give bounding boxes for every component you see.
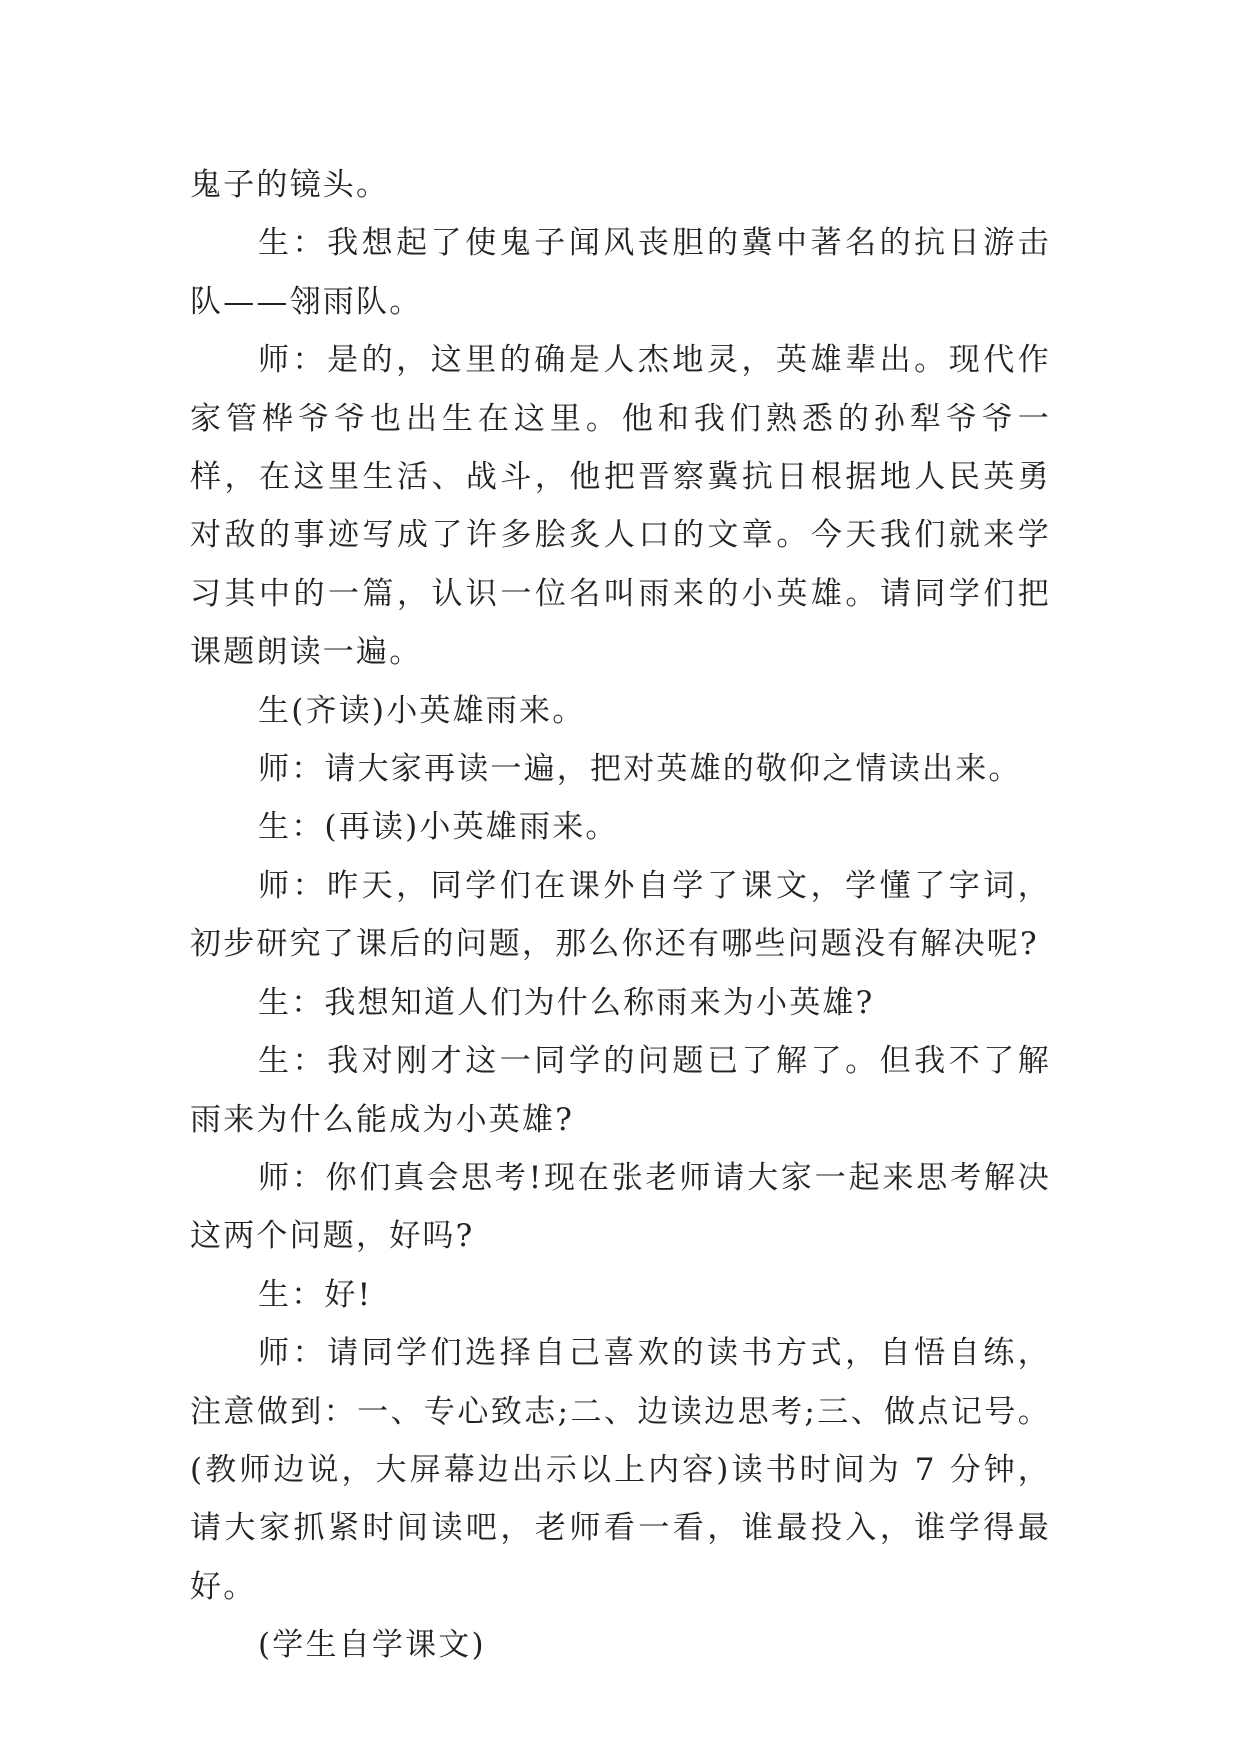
paragraph: 生：我想知道人们为什么称雨来为小英雄? xyxy=(258,984,875,1021)
paragraph: 鬼子的镜头。 xyxy=(190,167,390,203)
paragraph: 师：是的，这里的确是人杰地灵，英雄辈出。现代作家管桦爷爷也出生在这里。他和我们熟悉的孙犁爷爷一样，在这里生活、战斗，他把晋察冀抗日根据地人民英勇对敌的事迹写成了许多脍炙人口的文章。今天我们就来学习其中的一篇，认识一位名叫雨来的小英雄。请同学们把课题朗读一遍。 xyxy=(190,342,1051,671)
document-body xyxy=(190,156,1051,1675)
paragraph: 师：昨天，同学们在课外自学了课文，学懂了字词，初步研究了课后的问题，那么你还有哪些问题没有解决呢? xyxy=(190,867,1051,963)
paragraph: 生：好! xyxy=(258,1276,373,1313)
paragraph: 生：我想起了使鬼子闻风丧胆的冀中著名的抗日游击队——翎雨队。 xyxy=(190,225,1051,320)
paragraph: 师：请大家再读一遍，把对英雄的敬仰之情读出来。 xyxy=(258,751,1022,788)
paragraph: 师：请同学们选择自己喜欢的读书方式，自悟自练，注意做到：一、专心致志;二、边读边思考;三、做点记号。(教师边说，大屏幕边出示以上内容)读书时间为 7 分钟，请大家抓紧时间读吧，老师看一看，谁最投入，谁学得最好。 xyxy=(190,1335,1051,1605)
paragraph: (学生自学课文) xyxy=(258,1627,486,1664)
paragraph: 师：你们真会思考!现在张老师请大家一起来思考解决这两个问题，好吗? xyxy=(190,1159,1051,1255)
paragraph: 生(齐读)小英雄雨来。 xyxy=(258,692,586,729)
paragraph: 生：我对刚才这一同学的问题已了解了。但我不了解雨来为什么能成为小英雄? xyxy=(190,1043,1051,1138)
paragraph: 生：(再读)小英雄雨来。 xyxy=(258,809,619,846)
